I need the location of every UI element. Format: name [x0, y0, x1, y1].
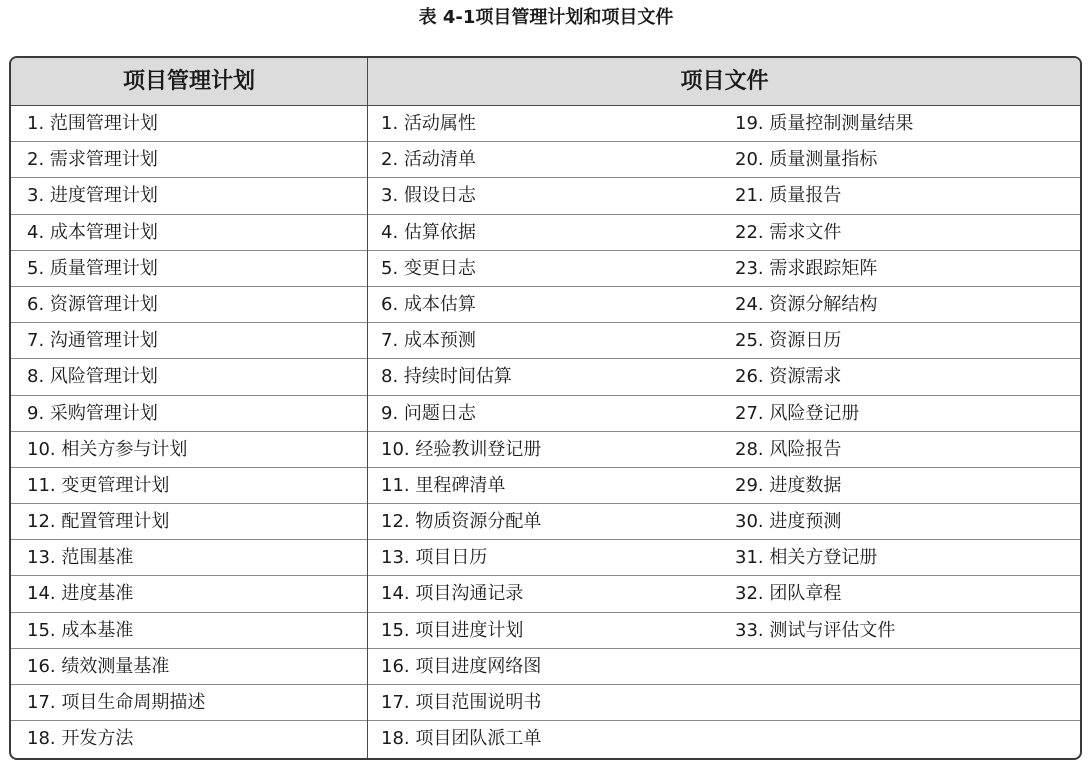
- project-document-cell: 1. 活动属性: [381, 113, 476, 134]
- management-plan-cell: 11. 变更管理计划: [27, 474, 170, 496]
- project-document-cell: 22. 需求文件: [735, 221, 842, 243]
- project-document-cell: 17. 项目范围说明书: [381, 692, 542, 713]
- column-divider: [367, 58, 368, 758]
- project-document-cell: 26. 资源需求: [735, 366, 842, 388]
- project-document-cell: 16. 项目进度网络图: [381, 655, 542, 677]
- project-document-cell: 21. 质量报告: [735, 185, 842, 207]
- project-document-cell: 27. 风险登记册: [735, 402, 860, 424]
- project-document-cell: 12. 物质资源分配单: [381, 511, 542, 533]
- management-plan-cell: 14. 进度基准: [27, 583, 134, 605]
- project-document-cell: 30. 进度预测: [735, 511, 842, 533]
- table-row: [11, 504, 1080, 540]
- management-plan-cell: 5. 质量管理计划: [27, 257, 158, 279]
- project-document-cell: 23. 需求跟踪矩阵: [735, 257, 878, 279]
- table-row: [11, 721, 1080, 757]
- table-row: [11, 432, 1080, 468]
- documents-table: [9, 56, 1082, 760]
- table-row: [11, 576, 1080, 612]
- project-document-cell: 10. 经验教训登记册: [381, 438, 542, 460]
- table-row: [11, 359, 1080, 395]
- project-document-cell: 31. 相关方登记册: [735, 547, 878, 569]
- management-plan-cell: 6. 资源管理计划: [27, 293, 158, 315]
- management-plan-cell: 4. 成本管理计划: [27, 221, 158, 243]
- table-row: [11, 106, 1080, 142]
- management-plan-cell: 17. 项目生命周期描述: [27, 692, 206, 713]
- table-row: [11, 540, 1080, 576]
- management-plan-cell: 3. 进度管理计划: [27, 185, 158, 207]
- table-row: [11, 685, 1080, 721]
- management-plan-cell: 7. 沟通管理计划: [27, 330, 158, 352]
- project-document-cell: 13. 项目日历: [381, 547, 488, 569]
- project-document-cell: 3. 假设日志: [381, 185, 476, 207]
- project-document-cell: 6. 成本估算: [381, 293, 476, 315]
- project-document-cell: 24. 资源分解结构: [735, 293, 878, 315]
- header-project-documents: 项目文件: [680, 69, 769, 94]
- table-row: [11, 468, 1080, 504]
- project-document-cell: 8. 持续时间估算: [381, 366, 512, 388]
- table-row: [11, 251, 1080, 287]
- project-document-cell: 19. 质量控制测量结果: [735, 113, 914, 134]
- management-plan-cell: 1. 范围管理计划: [27, 113, 158, 134]
- table-row: [11, 178, 1080, 214]
- project-document-cell: 29. 进度数据: [735, 474, 842, 496]
- table-row: [11, 396, 1080, 432]
- table-row: [11, 215, 1080, 251]
- project-document-cell: 9. 问题日志: [381, 402, 476, 424]
- table-caption: 表 4-1项目管理计划和项目文件: [418, 7, 674, 28]
- management-plan-cell: 15. 成本基准: [27, 619, 134, 641]
- table-row: [11, 323, 1080, 359]
- management-plan-cell: 12. 配置管理计划: [27, 511, 170, 533]
- project-document-cell: 14. 项目沟通记录: [381, 583, 524, 605]
- project-document-cell: 25. 资源日历: [735, 330, 842, 352]
- project-document-cell: 5. 变更日志: [381, 257, 476, 279]
- management-plan-cell: 9. 采购管理计划: [27, 402, 158, 424]
- table-row: [11, 142, 1080, 178]
- table-row: [11, 649, 1080, 685]
- project-document-cell: 28. 风险报告: [735, 438, 842, 460]
- project-document-cell: 4. 估算依据: [381, 221, 476, 243]
- project-document-cell: 33. 测试与评估文件: [735, 619, 896, 641]
- project-document-cell: 11. 里程碑清单: [381, 474, 506, 496]
- management-plan-cell: 13. 范围基准: [27, 547, 134, 569]
- table-body: [11, 106, 1080, 757]
- project-document-cell: 15. 项目进度计划: [381, 619, 524, 641]
- management-plan-cell: 16. 绩效测量基准: [27, 655, 170, 677]
- project-document-cell: 32. 团队章程: [735, 583, 842, 605]
- project-document-cell: 20. 质量测量指标: [735, 149, 878, 171]
- table-header: [11, 58, 1080, 106]
- management-plan-cell: 2. 需求管理计划: [27, 149, 158, 171]
- management-plan-cell: 8. 风险管理计划: [27, 366, 158, 388]
- management-plan-cell: 18. 开发方法: [27, 728, 134, 750]
- table-row: [11, 287, 1080, 323]
- project-document-cell: 2. 活动清单: [381, 149, 476, 171]
- project-document-cell: 7. 成本预测: [381, 330, 476, 352]
- project-document-cell: 18. 项目团队派工单: [381, 728, 542, 750]
- table-row: [11, 613, 1080, 649]
- management-plan-cell: 10. 相关方参与计划: [27, 438, 188, 460]
- header-management-plan: 项目管理计划: [122, 69, 255, 94]
